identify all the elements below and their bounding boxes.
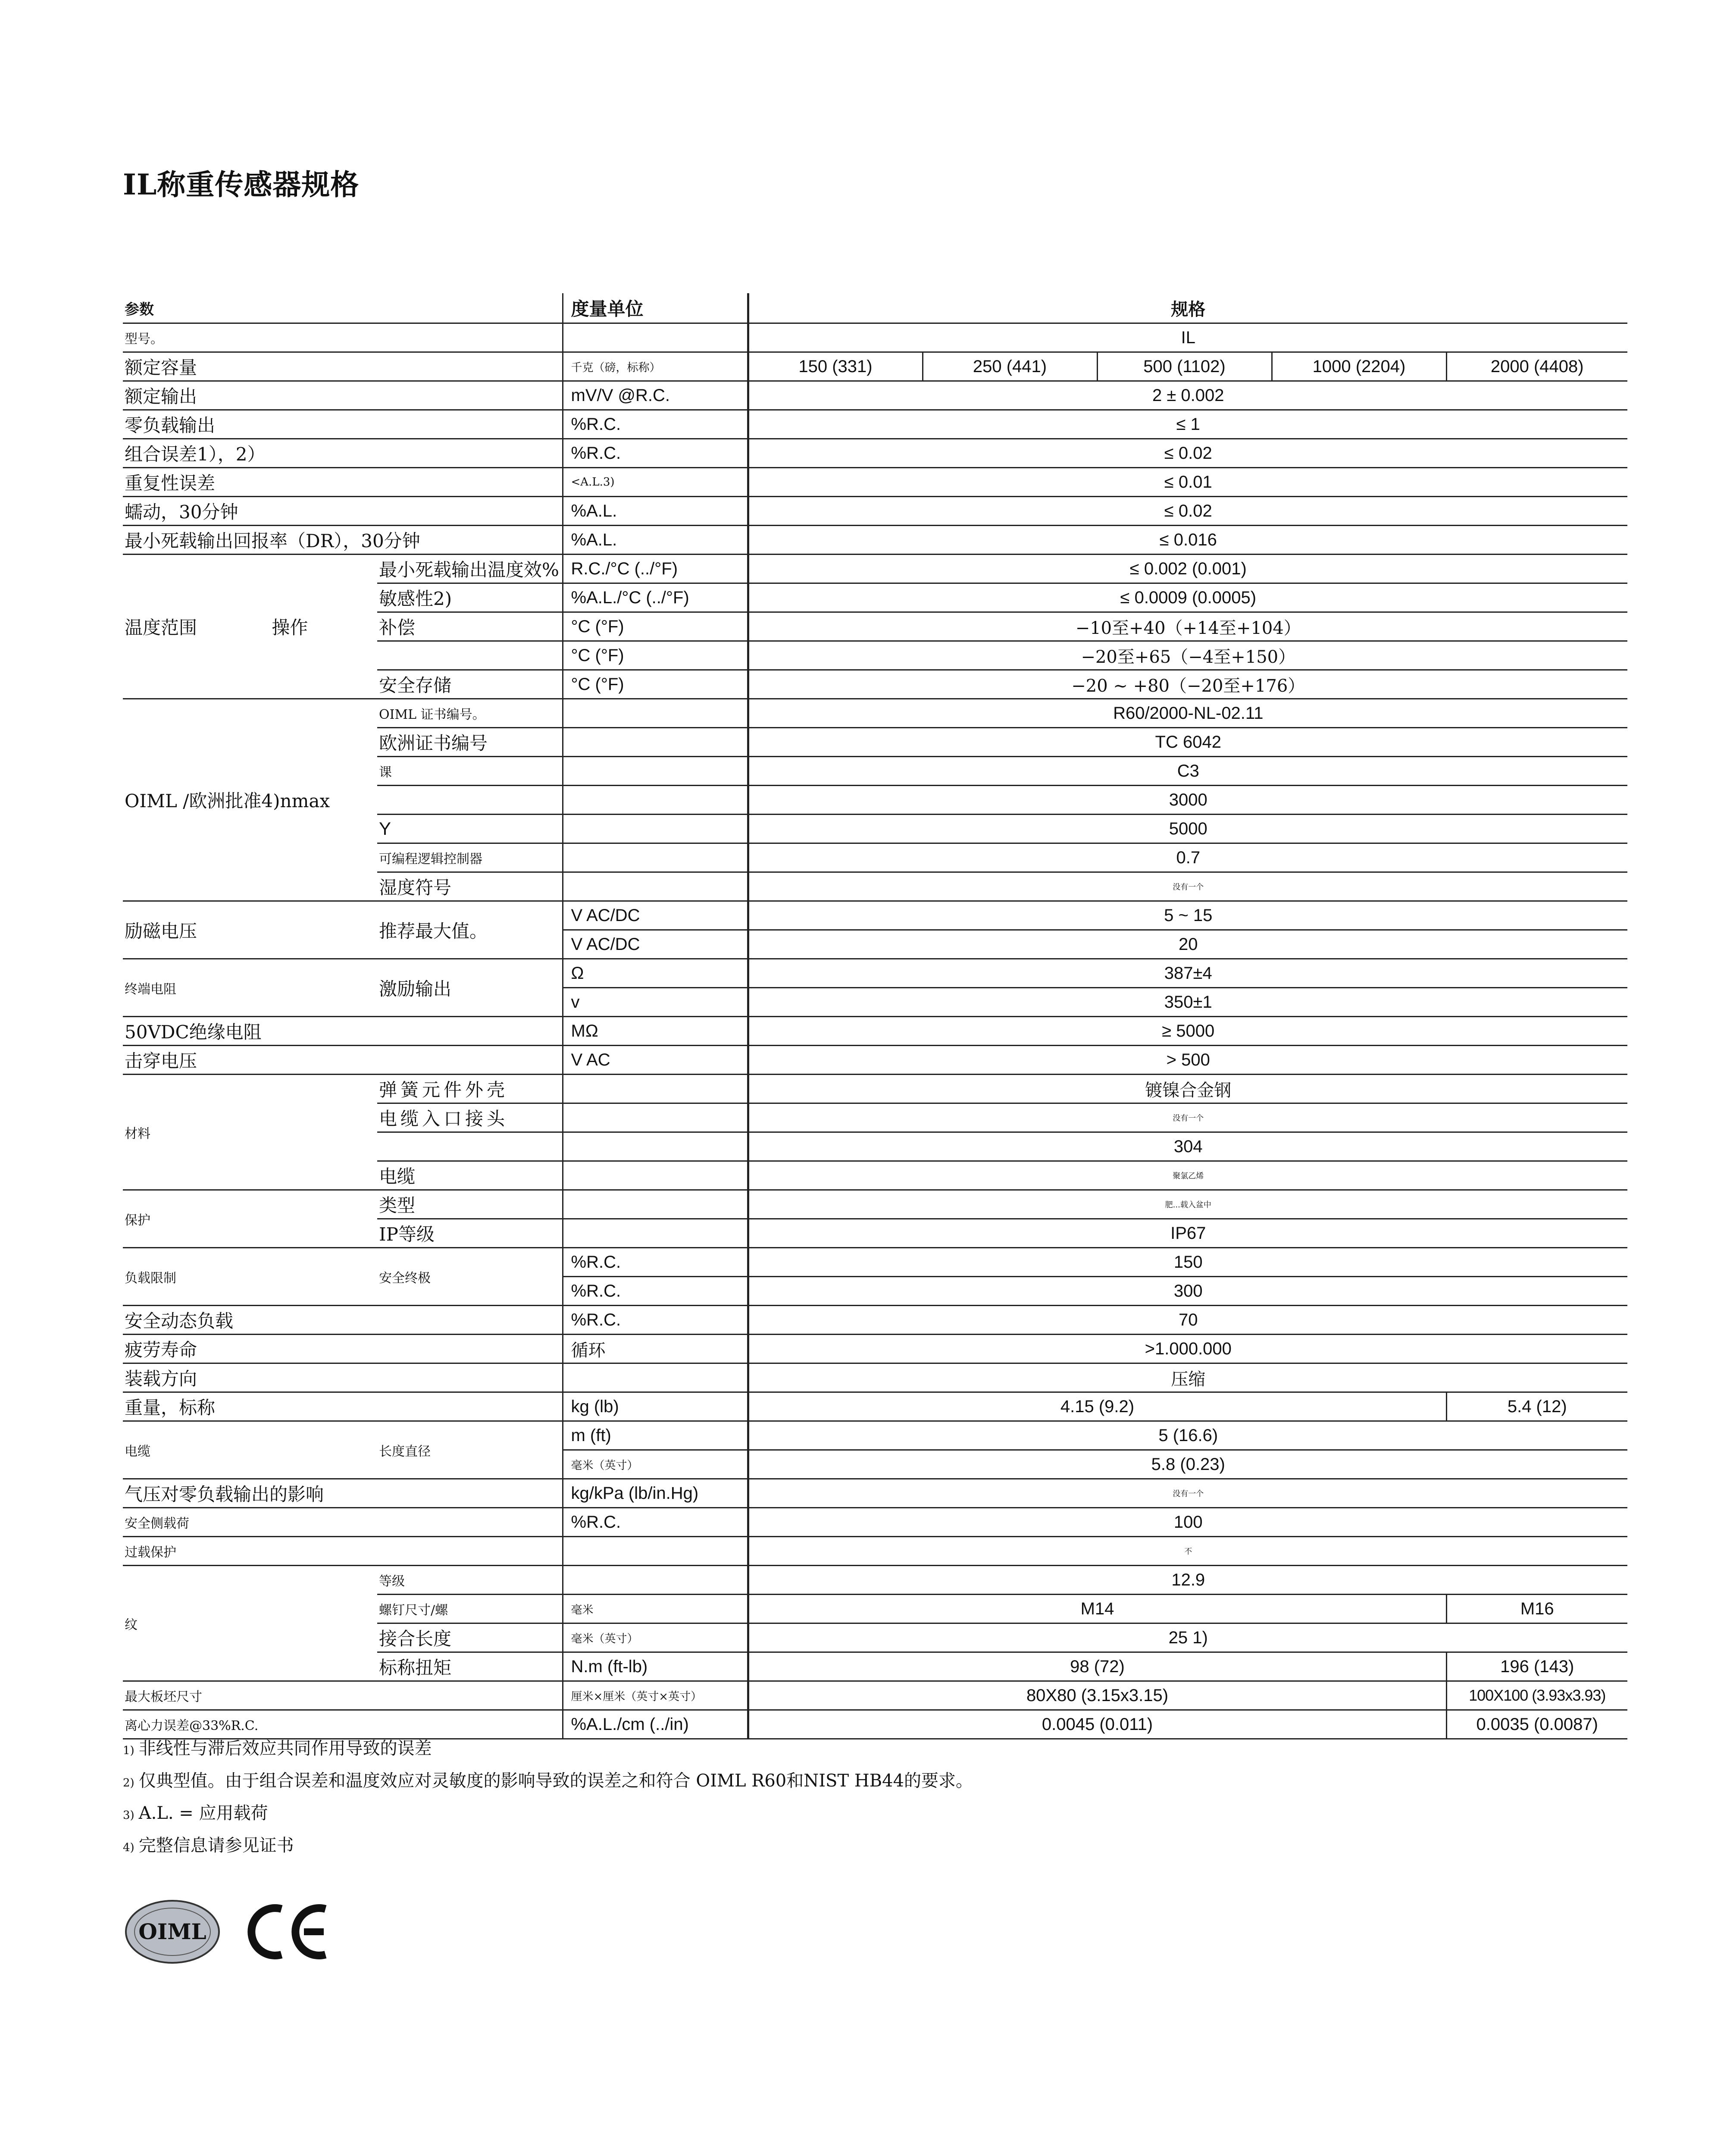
row-sub: 等级	[377, 1566, 563, 1595]
table-row	[123, 352, 1627, 381]
row-value: ≤ 0.02	[748, 439, 1627, 468]
row-value: 不	[748, 1537, 1627, 1566]
row-unit	[563, 1219, 748, 1248]
row-unit: 厘米×厘米（英寸×英寸）	[563, 1681, 748, 1710]
group-material: 材料	[123, 1075, 377, 1190]
group-temperature-op: 操作	[272, 617, 308, 638]
row-param: 重复性误差	[123, 468, 563, 497]
row-value: 5 (16.6)	[748, 1421, 1627, 1450]
table-row	[123, 1046, 1627, 1075]
table-row	[123, 959, 1627, 988]
group-load-limit: 负载限制	[123, 1248, 377, 1306]
row-unit: <A.L.3)	[563, 468, 748, 497]
row-param: 安全动态负载	[123, 1306, 563, 1335]
row-value: ≤ 0.01	[748, 468, 1627, 497]
row-param: 额定输出	[123, 381, 563, 410]
table-row	[123, 1017, 1627, 1046]
row-unit: R.C./°C (../°F)	[563, 555, 748, 583]
row-value: 98 (72)	[748, 1652, 1446, 1681]
header-unit: 度量单位	[563, 293, 748, 323]
footnote-text: 完整信息请参见证书	[138, 1836, 294, 1855]
row-unit	[563, 843, 748, 872]
row-value: 肥...载入盆中	[748, 1190, 1627, 1219]
row-value: 304	[748, 1132, 1627, 1161]
row-sub: OIML 证书编号。	[377, 699, 563, 728]
row-value: 5.4 (12)	[1446, 1392, 1627, 1421]
row-sub: 补偿	[377, 612, 563, 641]
row-param: 装载方向	[123, 1363, 563, 1392]
row-unit: 毫米（英寸）	[563, 1450, 748, 1479]
row-value: ≤ 0.002 (0.001)	[748, 555, 1627, 583]
row-param: 离心力误差@33%R.C.	[123, 1710, 563, 1739]
row-param: 过载保护	[123, 1537, 563, 1566]
row-value: 4.15 (9.2)	[748, 1392, 1446, 1421]
group-terminal: 终端电阻	[123, 959, 377, 1017]
svg-text:OIML: OIML	[138, 1919, 206, 1944]
row-unit: °C (°F)	[563, 612, 748, 641]
row-param: 零负载输出	[123, 410, 563, 439]
row-sub: 螺钉尺寸/螺	[377, 1595, 563, 1623]
row-param: 安全侧载荷	[123, 1508, 563, 1537]
row-value: 387±4	[748, 959, 1627, 988]
table-row	[123, 1681, 1627, 1710]
table-row	[123, 526, 1627, 555]
row-value: 70	[748, 1306, 1627, 1335]
row-unit	[563, 872, 748, 901]
row-value: 0.0045 (0.011)	[748, 1710, 1446, 1739]
row-param: 疲劳寿命	[123, 1335, 563, 1363]
row-unit	[563, 699, 748, 728]
row-unit	[563, 1132, 748, 1161]
row-value: IP67	[748, 1219, 1627, 1248]
row-value: 1000 (2204)	[1272, 352, 1446, 381]
row-value: −20至+65（−4至+150）	[748, 641, 1627, 670]
footnote-mark: 3)	[123, 1809, 135, 1822]
group-cable: 电缆	[123, 1421, 377, 1479]
row-value: 聚氯乙烯	[748, 1161, 1627, 1190]
row-value: M14	[748, 1595, 1446, 1623]
row-unit: %R.C.	[563, 439, 748, 468]
table-row	[123, 901, 1627, 930]
row-unit: 毫米	[563, 1595, 748, 1623]
row-value: 500 (1102)	[1097, 352, 1272, 381]
row-value: −10至+40（+14至+104）	[748, 612, 1627, 641]
row-unit: V AC/DC	[563, 930, 748, 959]
row-sub: 最小死载输出温度效%	[377, 555, 563, 583]
row-sub: 电缆	[377, 1161, 563, 1190]
row-value: ≤ 0.016	[748, 526, 1627, 555]
group-temperature	[123, 555, 377, 699]
group-excitation: 励磁电压	[123, 901, 377, 959]
table-row	[123, 1392, 1627, 1421]
row-unit: V AC	[563, 1046, 748, 1075]
table-row	[123, 439, 1627, 468]
oiml-logo	[123, 1897, 222, 1966]
row-value: 12.9	[748, 1566, 1627, 1595]
row-unit: 千克（磅，标称）	[563, 352, 748, 381]
row-value: 0.0035 (0.0087)	[1446, 1710, 1627, 1739]
row-sub: 弹簧元件外壳	[377, 1075, 563, 1103]
row-unit: %A.L.	[563, 526, 748, 555]
footnote-mark: 2)	[123, 1777, 135, 1789]
row-sub: 接合长度	[377, 1623, 563, 1652]
row-param: 蠕动，30分钟	[123, 497, 563, 526]
row-param: 组合误差1），2）	[123, 439, 563, 468]
row-sub: 可编程逻辑控制器	[377, 843, 563, 872]
table-row	[123, 1248, 1627, 1277]
row-unit	[563, 1566, 748, 1595]
footnote-text: A.L. = 应用载荷	[138, 1803, 268, 1823]
footnote-text: 非线性与滞后效应共同作用导致的误差	[138, 1739, 432, 1758]
row-unit	[563, 1190, 748, 1219]
row-param: 重量，标称	[123, 1392, 563, 1421]
row-value: M16	[1446, 1595, 1627, 1623]
row-value: 150	[748, 1248, 1627, 1277]
row-sub: IP等级	[377, 1219, 563, 1248]
table-row	[123, 381, 1627, 410]
group-protection: 保护	[123, 1190, 377, 1248]
row-sub: 激励输出	[377, 959, 563, 1017]
row-value: > 500	[748, 1046, 1627, 1075]
row-param: 50VDC绝缘电阻	[123, 1017, 563, 1046]
row-value: 350±1	[748, 988, 1627, 1017]
row-value: 100X100 (3.93x3.93)	[1446, 1681, 1627, 1710]
table-row	[123, 497, 1627, 526]
table-row	[123, 1190, 1627, 1219]
certification-logos	[123, 1897, 330, 1966]
row-sub: 敏感性2)	[377, 583, 563, 612]
row-value: 100	[748, 1508, 1627, 1537]
table-row	[123, 699, 1627, 728]
table-row	[123, 1421, 1627, 1450]
row-unit: %A.L.	[563, 497, 748, 526]
row-sub: 湿度符号	[377, 872, 563, 901]
row-sub: 标称扭矩	[377, 1652, 563, 1681]
row-value: 20	[748, 930, 1627, 959]
header-spec: 规格	[748, 293, 1627, 323]
row-sub: 安全存储	[377, 670, 563, 699]
row-param: 最大板坯尺寸	[123, 1681, 563, 1710]
table-row	[123, 1306, 1627, 1335]
footnote-text: 仅典型值。由于组合误差和温度效应对灵敏度的影响导致的误差之和符合 OIML R60和NIST HB44的要求。	[138, 1771, 973, 1791]
row-param: 型号。	[123, 323, 563, 352]
row-value: ≤ 1	[748, 410, 1627, 439]
row-unit	[563, 1363, 748, 1392]
row-unit	[563, 757, 748, 786]
group-oiml: OIML /欧洲批准4)nmax	[123, 699, 377, 901]
table-row	[123, 1508, 1627, 1537]
row-param: 最小死载输出回报率（DR），30分钟	[123, 526, 563, 555]
table-row	[123, 323, 1627, 352]
row-unit: %A.L./cm (../in)	[563, 1710, 748, 1739]
row-unit: N.m (ft-lb)	[563, 1652, 748, 1681]
row-param: 击穿电压	[123, 1046, 563, 1075]
row-value: ≥ 5000	[748, 1017, 1627, 1046]
row-unit	[563, 1103, 748, 1132]
table-row	[123, 1335, 1627, 1363]
row-unit: 循环	[563, 1335, 748, 1363]
table-row	[123, 555, 1627, 583]
row-sub: 推荐最大值。	[377, 901, 563, 959]
row-value: IL	[748, 323, 1627, 352]
row-value: 25 1)	[748, 1623, 1627, 1652]
row-value: −20 ~ +80（−20至+176）	[748, 670, 1627, 699]
row-value: 没有一个	[748, 872, 1627, 901]
row-unit	[563, 786, 748, 815]
row-unit	[563, 1161, 748, 1190]
row-unit: %R.C.	[563, 1306, 748, 1335]
footnote-mark: 1)	[123, 1744, 135, 1757]
row-unit: %R.C.	[563, 1248, 748, 1277]
row-unit: V AC/DC	[563, 901, 748, 930]
row-unit	[563, 815, 748, 843]
footnote	[123, 1830, 973, 1863]
table-row	[123, 1075, 1627, 1103]
row-unit: Ω	[563, 959, 748, 988]
row-value: 压缩	[748, 1363, 1627, 1392]
row-value: 250 (441)	[923, 352, 1097, 381]
table-row	[123, 1566, 1627, 1595]
row-sub: 欧洲证书编号	[377, 728, 563, 757]
table-row	[123, 1479, 1627, 1508]
row-unit: mV/V @R.C.	[563, 381, 748, 410]
row-sub: Y	[377, 815, 563, 843]
table-header	[123, 293, 1627, 323]
row-value: 196 (143)	[1446, 1652, 1627, 1681]
group-thread: 纹	[123, 1566, 377, 1681]
row-value: 150 (331)	[748, 352, 923, 381]
row-value: 300	[748, 1277, 1627, 1306]
page-title: IL称重传感器规格	[123, 168, 360, 201]
row-sub: 长度直径	[377, 1421, 563, 1479]
row-value: C3	[748, 757, 1627, 786]
row-value: 2 ± 0.002	[748, 381, 1627, 410]
row-value: 镀镍合金钢	[748, 1075, 1627, 1103]
row-value: 5.8 (0.23)	[748, 1450, 1627, 1479]
footnote	[123, 1766, 973, 1798]
footnotes	[123, 1733, 973, 1863]
table-row	[123, 410, 1627, 439]
row-value: ≤ 0.0009 (0.0005)	[748, 583, 1627, 612]
row-value: R60/2000-NL-02.11	[748, 699, 1627, 728]
row-value: 80X80 (3.15x3.15)	[748, 1681, 1446, 1710]
row-value: >1.000.000	[748, 1335, 1627, 1363]
row-unit	[563, 728, 748, 757]
spec-table	[123, 293, 1627, 1739]
row-value: ≤ 0.02	[748, 497, 1627, 526]
row-value: TC 6042	[748, 728, 1627, 757]
row-sub: 电缆入口接头	[377, 1103, 563, 1132]
row-unit	[563, 1537, 748, 1566]
row-unit: m (ft)	[563, 1421, 748, 1450]
row-param: 额定容量	[123, 352, 563, 381]
row-sub: 课	[377, 757, 563, 786]
row-unit: %R.C.	[563, 1277, 748, 1306]
footnote-mark: 4)	[123, 1841, 135, 1854]
row-sub: 安全终极	[377, 1248, 563, 1306]
row-unit: kg/kPa (lb/in.Hg)	[563, 1479, 748, 1508]
row-sub	[377, 1132, 563, 1161]
row-unit: °C (°F)	[563, 670, 748, 699]
row-unit: °C (°F)	[563, 641, 748, 670]
row-unit: MΩ	[563, 1017, 748, 1046]
row-sub: 类型	[377, 1190, 563, 1219]
row-value: 3000	[748, 786, 1627, 815]
row-unit: v	[563, 988, 748, 1017]
row-unit: %R.C.	[563, 1508, 748, 1537]
row-sub	[377, 641, 563, 670]
row-value: 2000 (4408)	[1446, 352, 1627, 381]
row-value: 0.7	[748, 843, 1627, 872]
table-row	[123, 1363, 1627, 1392]
row-unit	[563, 1075, 748, 1103]
row-value: 5000	[748, 815, 1627, 843]
row-value: 5 ~ 15	[748, 901, 1627, 930]
row-sub	[377, 786, 563, 815]
row-unit: %R.C.	[563, 410, 748, 439]
row-unit: kg (lb)	[563, 1392, 748, 1421]
row-value: 没有一个	[748, 1479, 1627, 1508]
ce-logo	[244, 1899, 330, 1964]
row-unit: %A.L./°C (../°F)	[563, 583, 748, 612]
row-unit	[563, 323, 748, 352]
row-value: 没有一个	[748, 1103, 1627, 1132]
table-row	[123, 1537, 1627, 1566]
group-temperature-label: 温度范围	[125, 617, 197, 638]
row-param: 气压对零负载输出的影响	[123, 1479, 563, 1508]
footnote	[123, 1798, 973, 1830]
row-unit: 毫米（英寸）	[563, 1623, 748, 1652]
header-param: 参数	[123, 293, 563, 323]
footnote	[123, 1733, 973, 1766]
table-row	[123, 468, 1627, 497]
